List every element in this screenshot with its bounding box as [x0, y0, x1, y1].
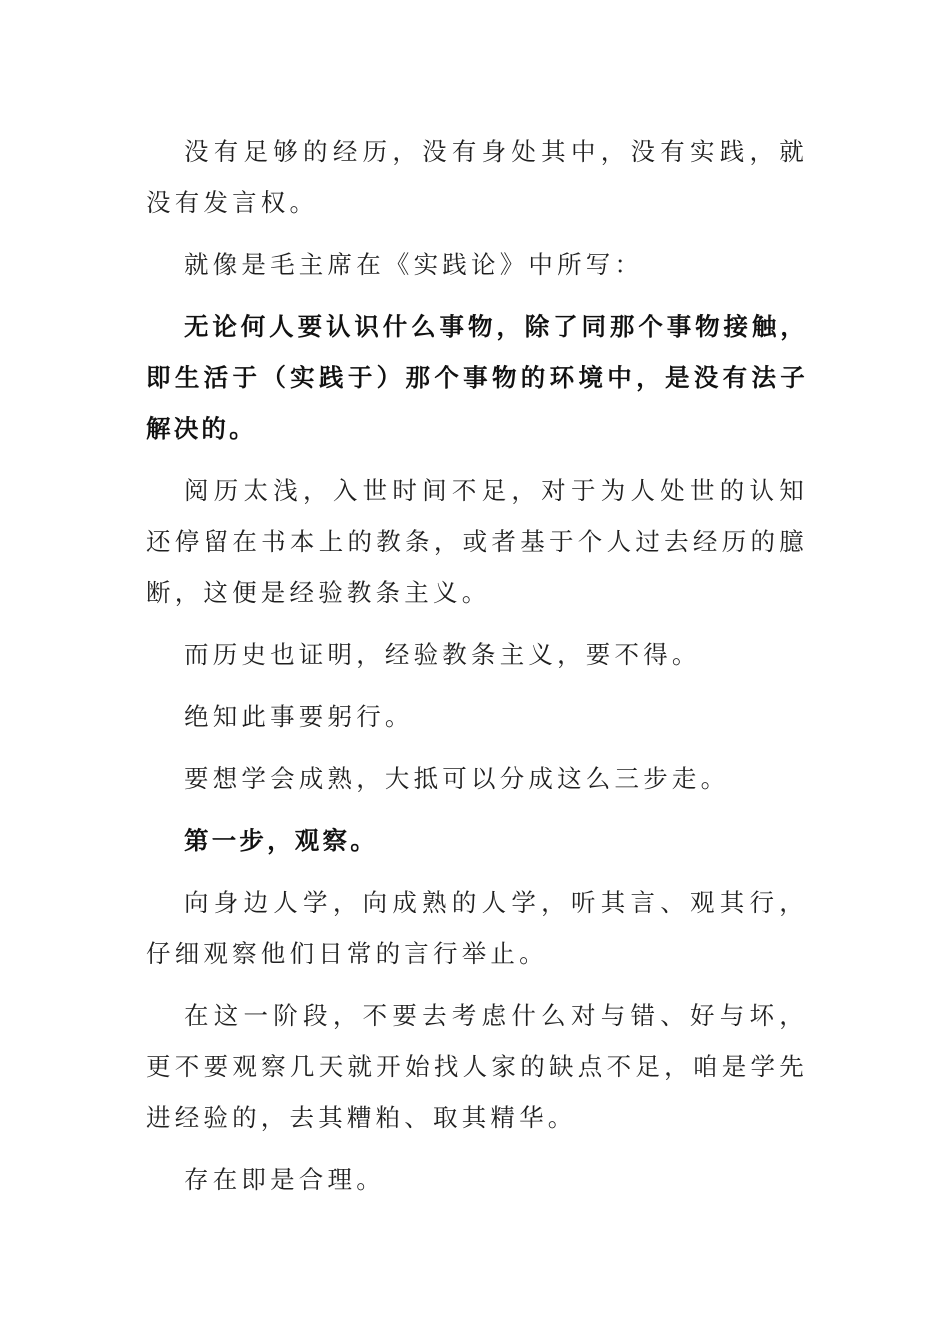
paragraph-5: 而历史也证明，经验教条主义，要不得。 — [184, 640, 701, 669]
paragraph-4: 阅历太浅，入世时间不足，对于为人处世的认知还停留在书本上的教条，或者基于个人过去经历的臆断，这便是经验教条主义。 — [146, 476, 808, 607]
paragraph-9: 向身边人学，向成熟的人学，听其言、观其行，仔细观察他们日常的言行举止。 — [146, 888, 808, 968]
document-page — [146, 126, 808, 1216]
paragraph-3-quote: 无论何人要认识什么事物，除了同那个事物接触，即生活于（实践于）那个事物的环境中，是没有法子解决的。 — [146, 312, 808, 443]
paragraph-10: 在这一阶段，不要去考虑什么对与错、好与坏，更不要观察几天就开始找人家的缺点不足，咱是学先进经验的，去其糟粕、取其精华。 — [146, 1001, 808, 1132]
paragraph-7: 要想学会成熟，大抵可以分成这么三步走。 — [184, 764, 730, 793]
paragraph-8-heading: 第一步，观察。 — [184, 826, 378, 855]
paragraph-1: 没有足够的经历，没有身处其中，没有实践，就没有发言权。 — [146, 137, 808, 217]
paragraph-11: 存在即是合理。 — [184, 1165, 385, 1194]
paragraph-6: 绝知此事要躬行。 — [184, 702, 414, 731]
paragraph-2: 就像是毛主席在《实践论》中所写： — [184, 250, 644, 279]
